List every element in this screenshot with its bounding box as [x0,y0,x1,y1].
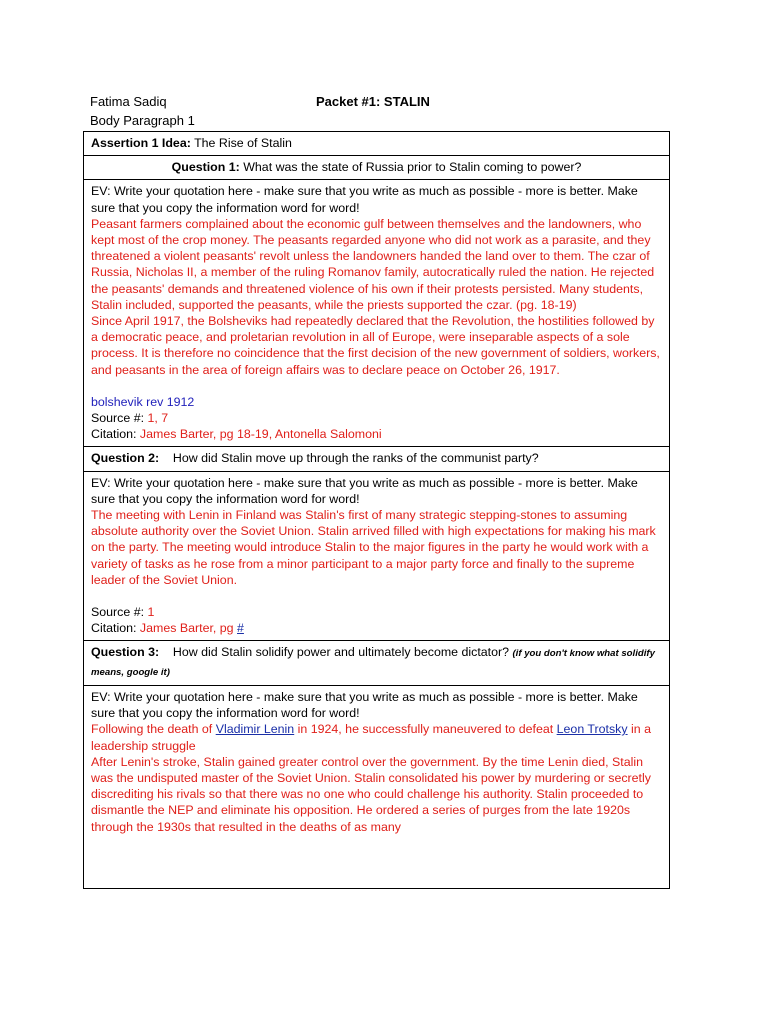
leon-trotsky-link[interactable]: Leon Trotsky [556,722,628,737]
answer-1-cell [84,180,670,447]
packet-title: Packet #1: STALIN [316,94,430,109]
student-name: Fatima Sadiq [90,94,167,109]
answer-2-citation-value: James Barter, pg [139,621,238,636]
question-1-label: Question 1: [171,160,240,175]
answer-2-cell [84,471,670,641]
answer-2-citation: Citation: James Barter, pg # [91,621,244,636]
assertion-cell [84,132,670,156]
citation-page-link[interactable]: # [237,621,244,636]
question-3-cell [84,641,670,685]
question-2-cell [84,447,670,471]
question-3-label: Question 3: [91,645,160,660]
answer-3-quote-1: Following the death of Vladimir Lenin in 1924, he successfully maneuvered to defeat Leon Trotsky in a leadership struggle [91,722,651,753]
answer-1-instruction: EV: Write your quotation here - make sure that you write as much as possible - more is better. Make sure that you copy the information word for word! [91,184,638,215]
answer-1-citation: Citation: James Barter, pg 18-19, Antonella Salomoni [91,427,382,442]
answer-1-note: bolshevik rev 1912 [91,394,195,409]
question-2-text: How did Stalin move up through the ranks of the communist party? [159,451,539,466]
assignment-table [83,131,670,889]
answer-1-citation-value: James Barter, pg 18-19, Antonella Salomoni [139,427,382,442]
answer-2-source: Source #: 1 [91,605,155,620]
answer-3-quote-2: After Lenin's stroke, Stalin gained greater control over the government. By the time Lenin died, Stalin was the undisputed master of the Soviet Union. Stalin consolidated his power by murdering or secretly discrediting his rivals so that there was no one who could challenge his authority. Stalin proceeded to dismantle the NEP and eliminate his opposition. He ordered a series of purges from the late 1920s through the 1930s that resulted in the deaths of as many [91,754,651,834]
answer-1-quote-2: Since April 1917, the Bolsheviks had repeatedly declared that the Revolution, the hostilities followed by a democratic peace, and proletarian revolution in all of Europe, were inseparable aspects of a sole process. It is therefore no coincidence that the first decision of the new government of soldiers, workers, and peasants in the area of foreign affairs was to declare peace on October 26, 1917. [91,314,660,377]
answer-2-source-value: 1 [147,605,155,620]
question-1-cell [84,156,670,180]
answer-3-instruction: EV: Write your quotation here - make sure that you write as much as possible - more is better. Make sure that you copy the information word for word! [91,689,638,721]
vladimir-lenin-link[interactable]: Vladimir Lenin [215,722,295,737]
answer-1-source: Source #: 1, 7 [91,411,169,426]
question-2-label: Question 2: [91,451,160,466]
answer-1-quote-1: Peasant farmers complained about the economic gulf between themselves and the landowners, who kept most of the crop money. The peasants regarded anyone who did not work as a parasite, and they threatened a violent peasants' revolt unless the landowners handed the land over to them. The czar of Russia, Nicholas II, a member of the ruling Romanov family, autocratically ruled the nation. He rejected the peasants' demands and threatened violence of his own if their protests persisted. Many students, Stalin included, supported the peasants, while the priests supported the czar. (pg. 18-19) [91,216,655,312]
answer-2-instruction: EV: Write your quotation here - make sure that you write as much as possible - more is better. Make sure that you copy the information word for word! [91,475,638,506]
question-3-note: (if you don't know what solidify means, google it) [91,648,655,678]
answer-1-source-value: 1, 7 [147,411,169,426]
answer-2-quote: The meeting with Lenin in Finland was Stalin's first of many strategic stepping-stones to assuming absolute authority over the Soviet Union. Stalin arrived filled with high expectations for making his mark on the party. The meeting would introduce Stalin to the major figures in the party he would work with a variety of tasks as he rose from a minor participant to a major party force and finally to the supreme leader of the Soviet Union. [91,508,656,587]
question-3-text: How did Stalin solidify power and ultimately become dictator? [159,645,513,660]
assertion-label: Assertion 1 Idea: [91,136,191,150]
answer-3-cell [84,685,670,888]
assertion-text: The Rise of Stalin [190,136,292,150]
paragraph-label: Body Paragraph 1 [90,113,195,128]
question-1-text: What was the state of Russia prior to Stalin coming to power? [239,160,582,175]
